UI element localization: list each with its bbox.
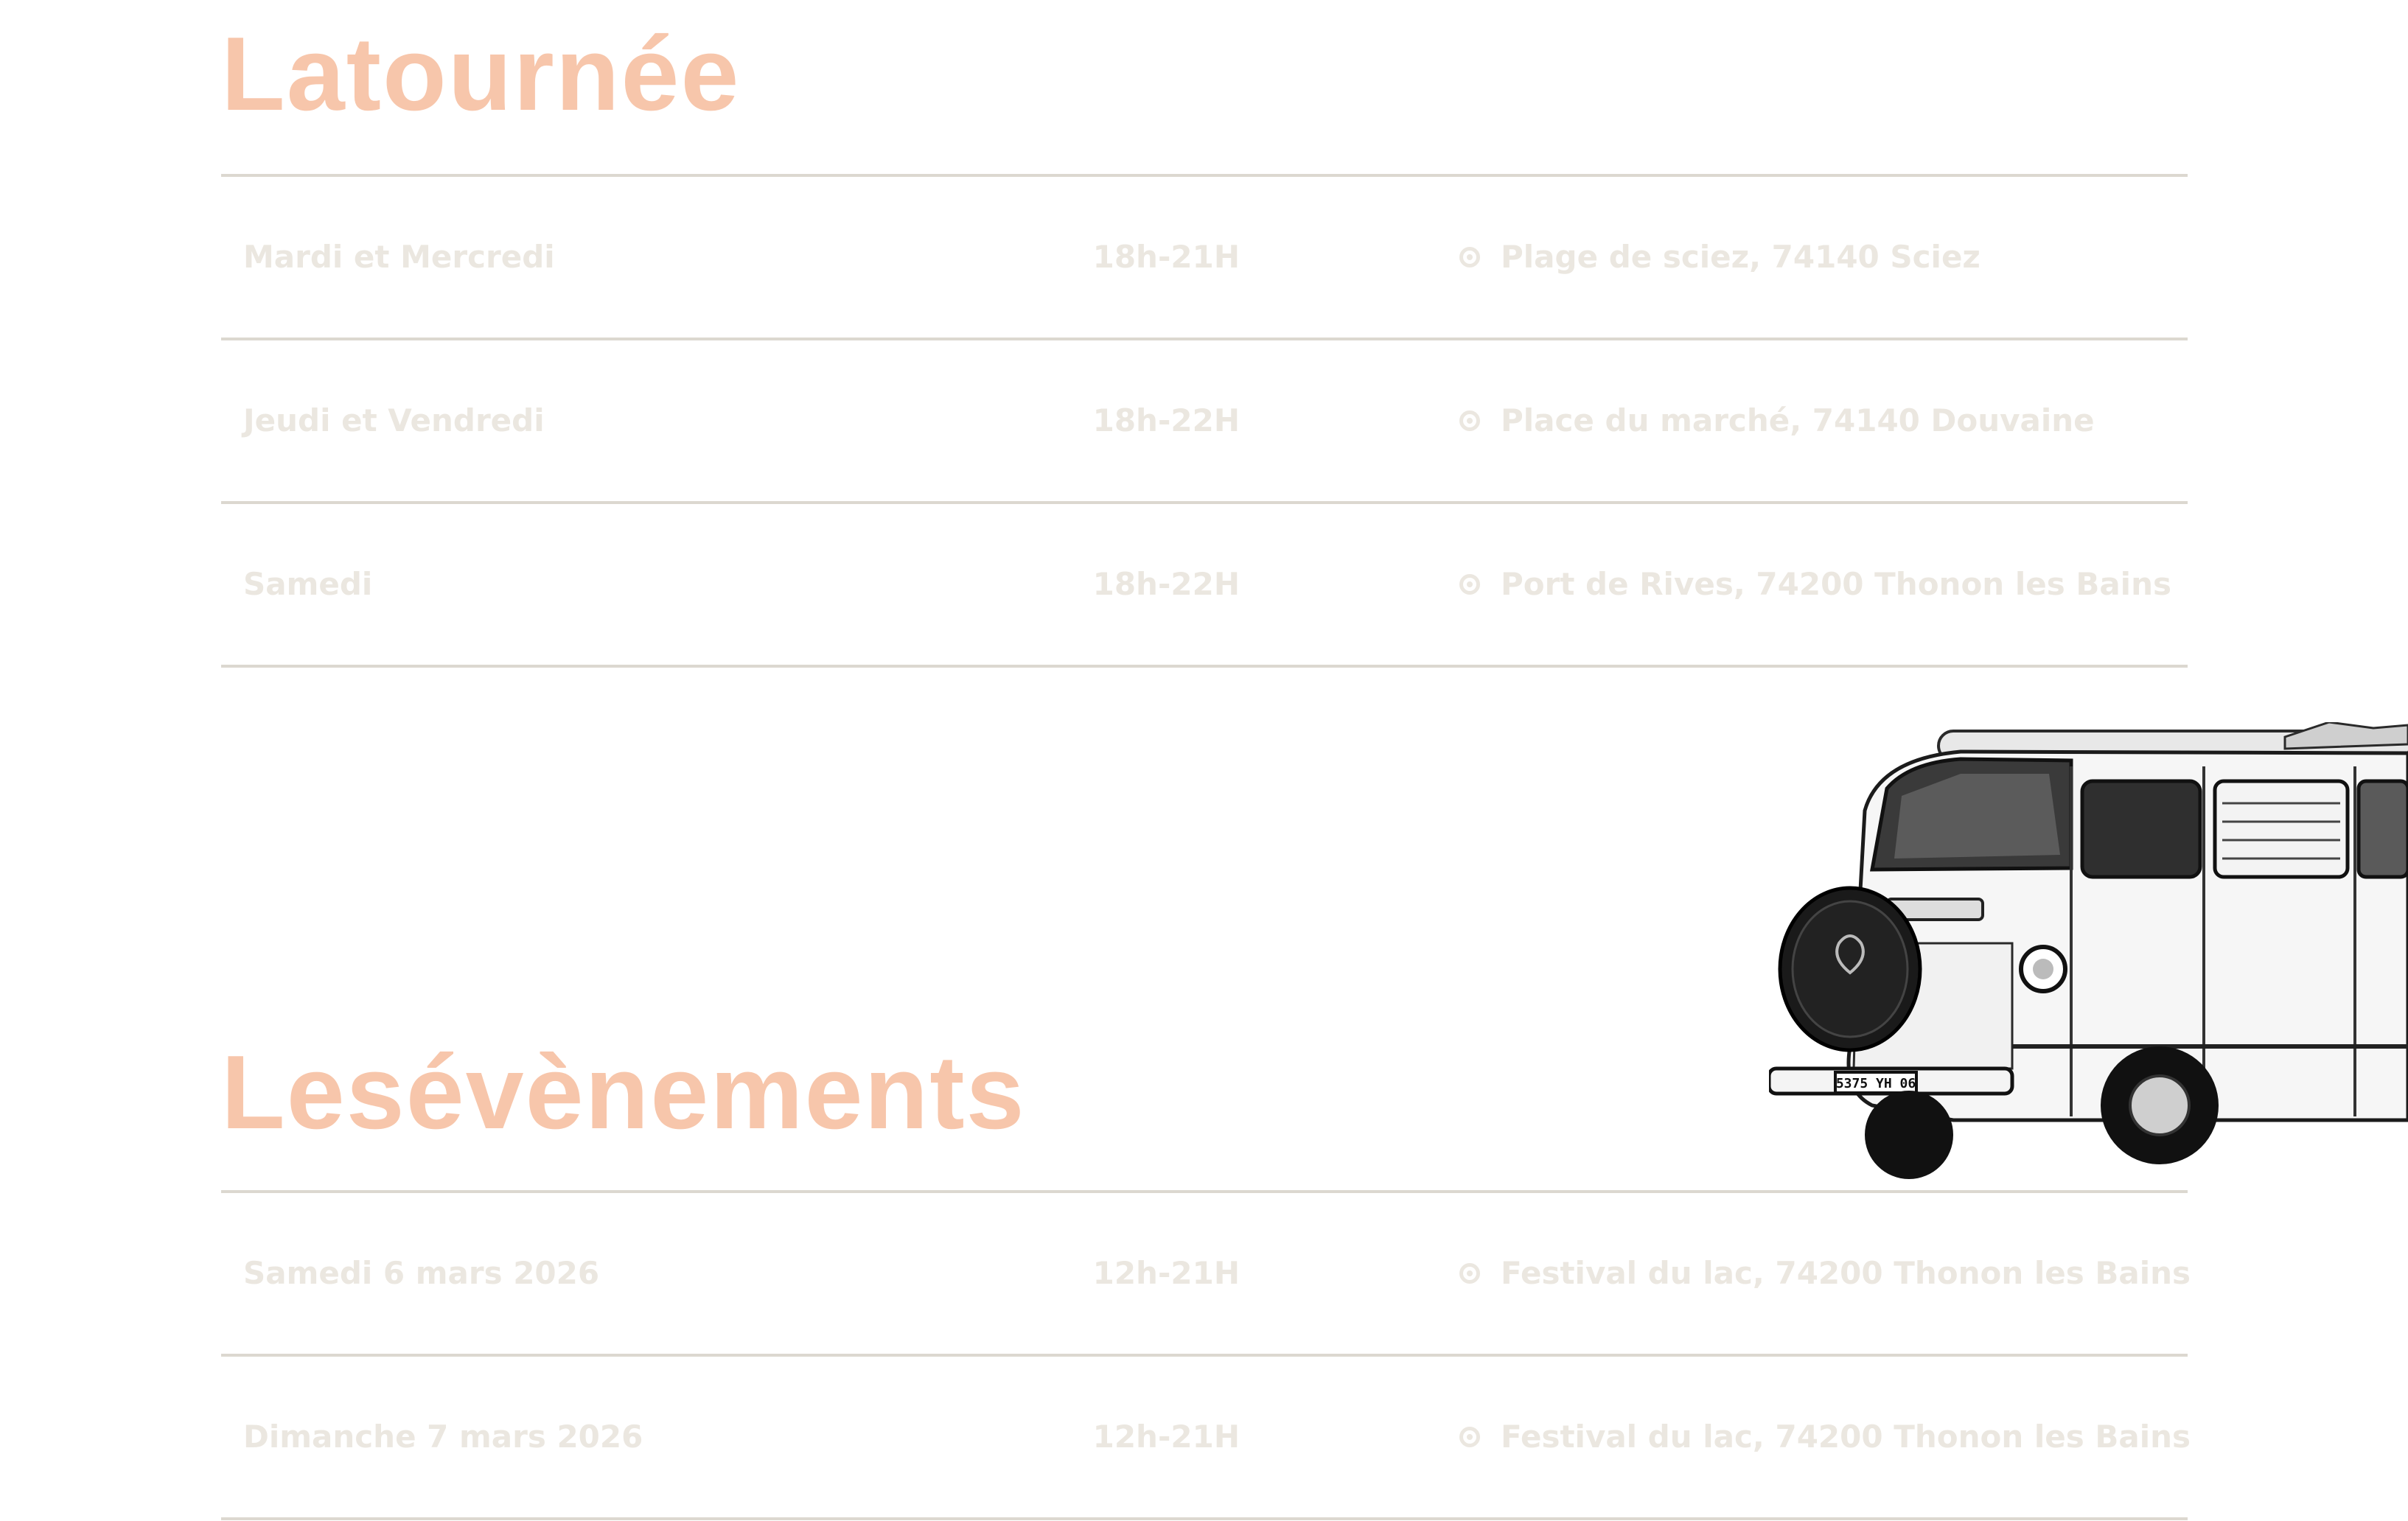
front-wheel [2101, 1046, 2219, 1164]
schedule-place [1459, 177, 1981, 338]
schedule-day: Mardi et Mercredi [243, 239, 555, 275]
schedule-time: 18h-22H [1092, 566, 1240, 602]
event-day: Samedi 6 mars 2026 [243, 1255, 600, 1291]
license-plate [1835, 1072, 1916, 1093]
events-title-part: Les [221, 1034, 406, 1151]
schedule-time: 18h-21H [1092, 239, 1240, 275]
table-row [221, 1354, 2191, 1520]
license-plate-text: 5375 YH 06 [1835, 1076, 1916, 1091]
spare-tire [1780, 888, 1920, 1050]
schedule-place-label: Place du marché, 74140 Douvaine [1501, 402, 2095, 438]
event-time: 12h-21H [1092, 1255, 1240, 1291]
van-illustration [1769, 722, 2408, 1179]
tour-schedule-table [221, 174, 2188, 668]
table-row [221, 174, 2188, 338]
events-title [221, 1034, 1026, 1151]
location-pin-icon [1459, 1427, 1480, 1447]
location-pin-icon [1459, 574, 1480, 595]
event-place-label: Festival du lac, 74200 Thonon les Bains [1501, 1419, 2191, 1455]
event-place-label: Festival du lac, 74200 Thonon les Bains [1501, 1255, 2191, 1291]
events-schedule-table [221, 1190, 2191, 1520]
location-pin-icon [1459, 247, 1480, 268]
schedule-day: Samedi [243, 566, 373, 602]
schedule-place-label: Port de Rives, 74200 Thonon les Bains [1501, 566, 2171, 602]
schedule-day: Jeudi et Vendredi [243, 402, 545, 438]
event-place [1459, 1357, 2191, 1517]
schedule-place [1459, 340, 2095, 501]
table-row [221, 501, 2188, 668]
table-row [221, 338, 2188, 501]
events-title-part: évènements [405, 1034, 1026, 1151]
location-pin-icon [1459, 1263, 1480, 1284]
schedule-place-label: Plage de sciez, 74140 Sciez [1501, 239, 1981, 275]
event-place [1459, 1193, 2191, 1354]
event-day: Dimanche 7 mars 2026 [243, 1419, 643, 1455]
side-window [2082, 781, 2200, 877]
event-time: 12h-21H [1092, 1419, 1240, 1455]
tour-title [221, 15, 741, 133]
table-row [221, 1190, 2191, 1354]
tour-title-part: tournée [346, 15, 741, 133]
tour-title-part: La [221, 15, 346, 133]
schedule-time: 18h-22H [1092, 402, 1240, 438]
schedule-place [1459, 504, 2171, 665]
location-pin-icon [1459, 410, 1480, 431]
side-window [2215, 781, 2348, 877]
